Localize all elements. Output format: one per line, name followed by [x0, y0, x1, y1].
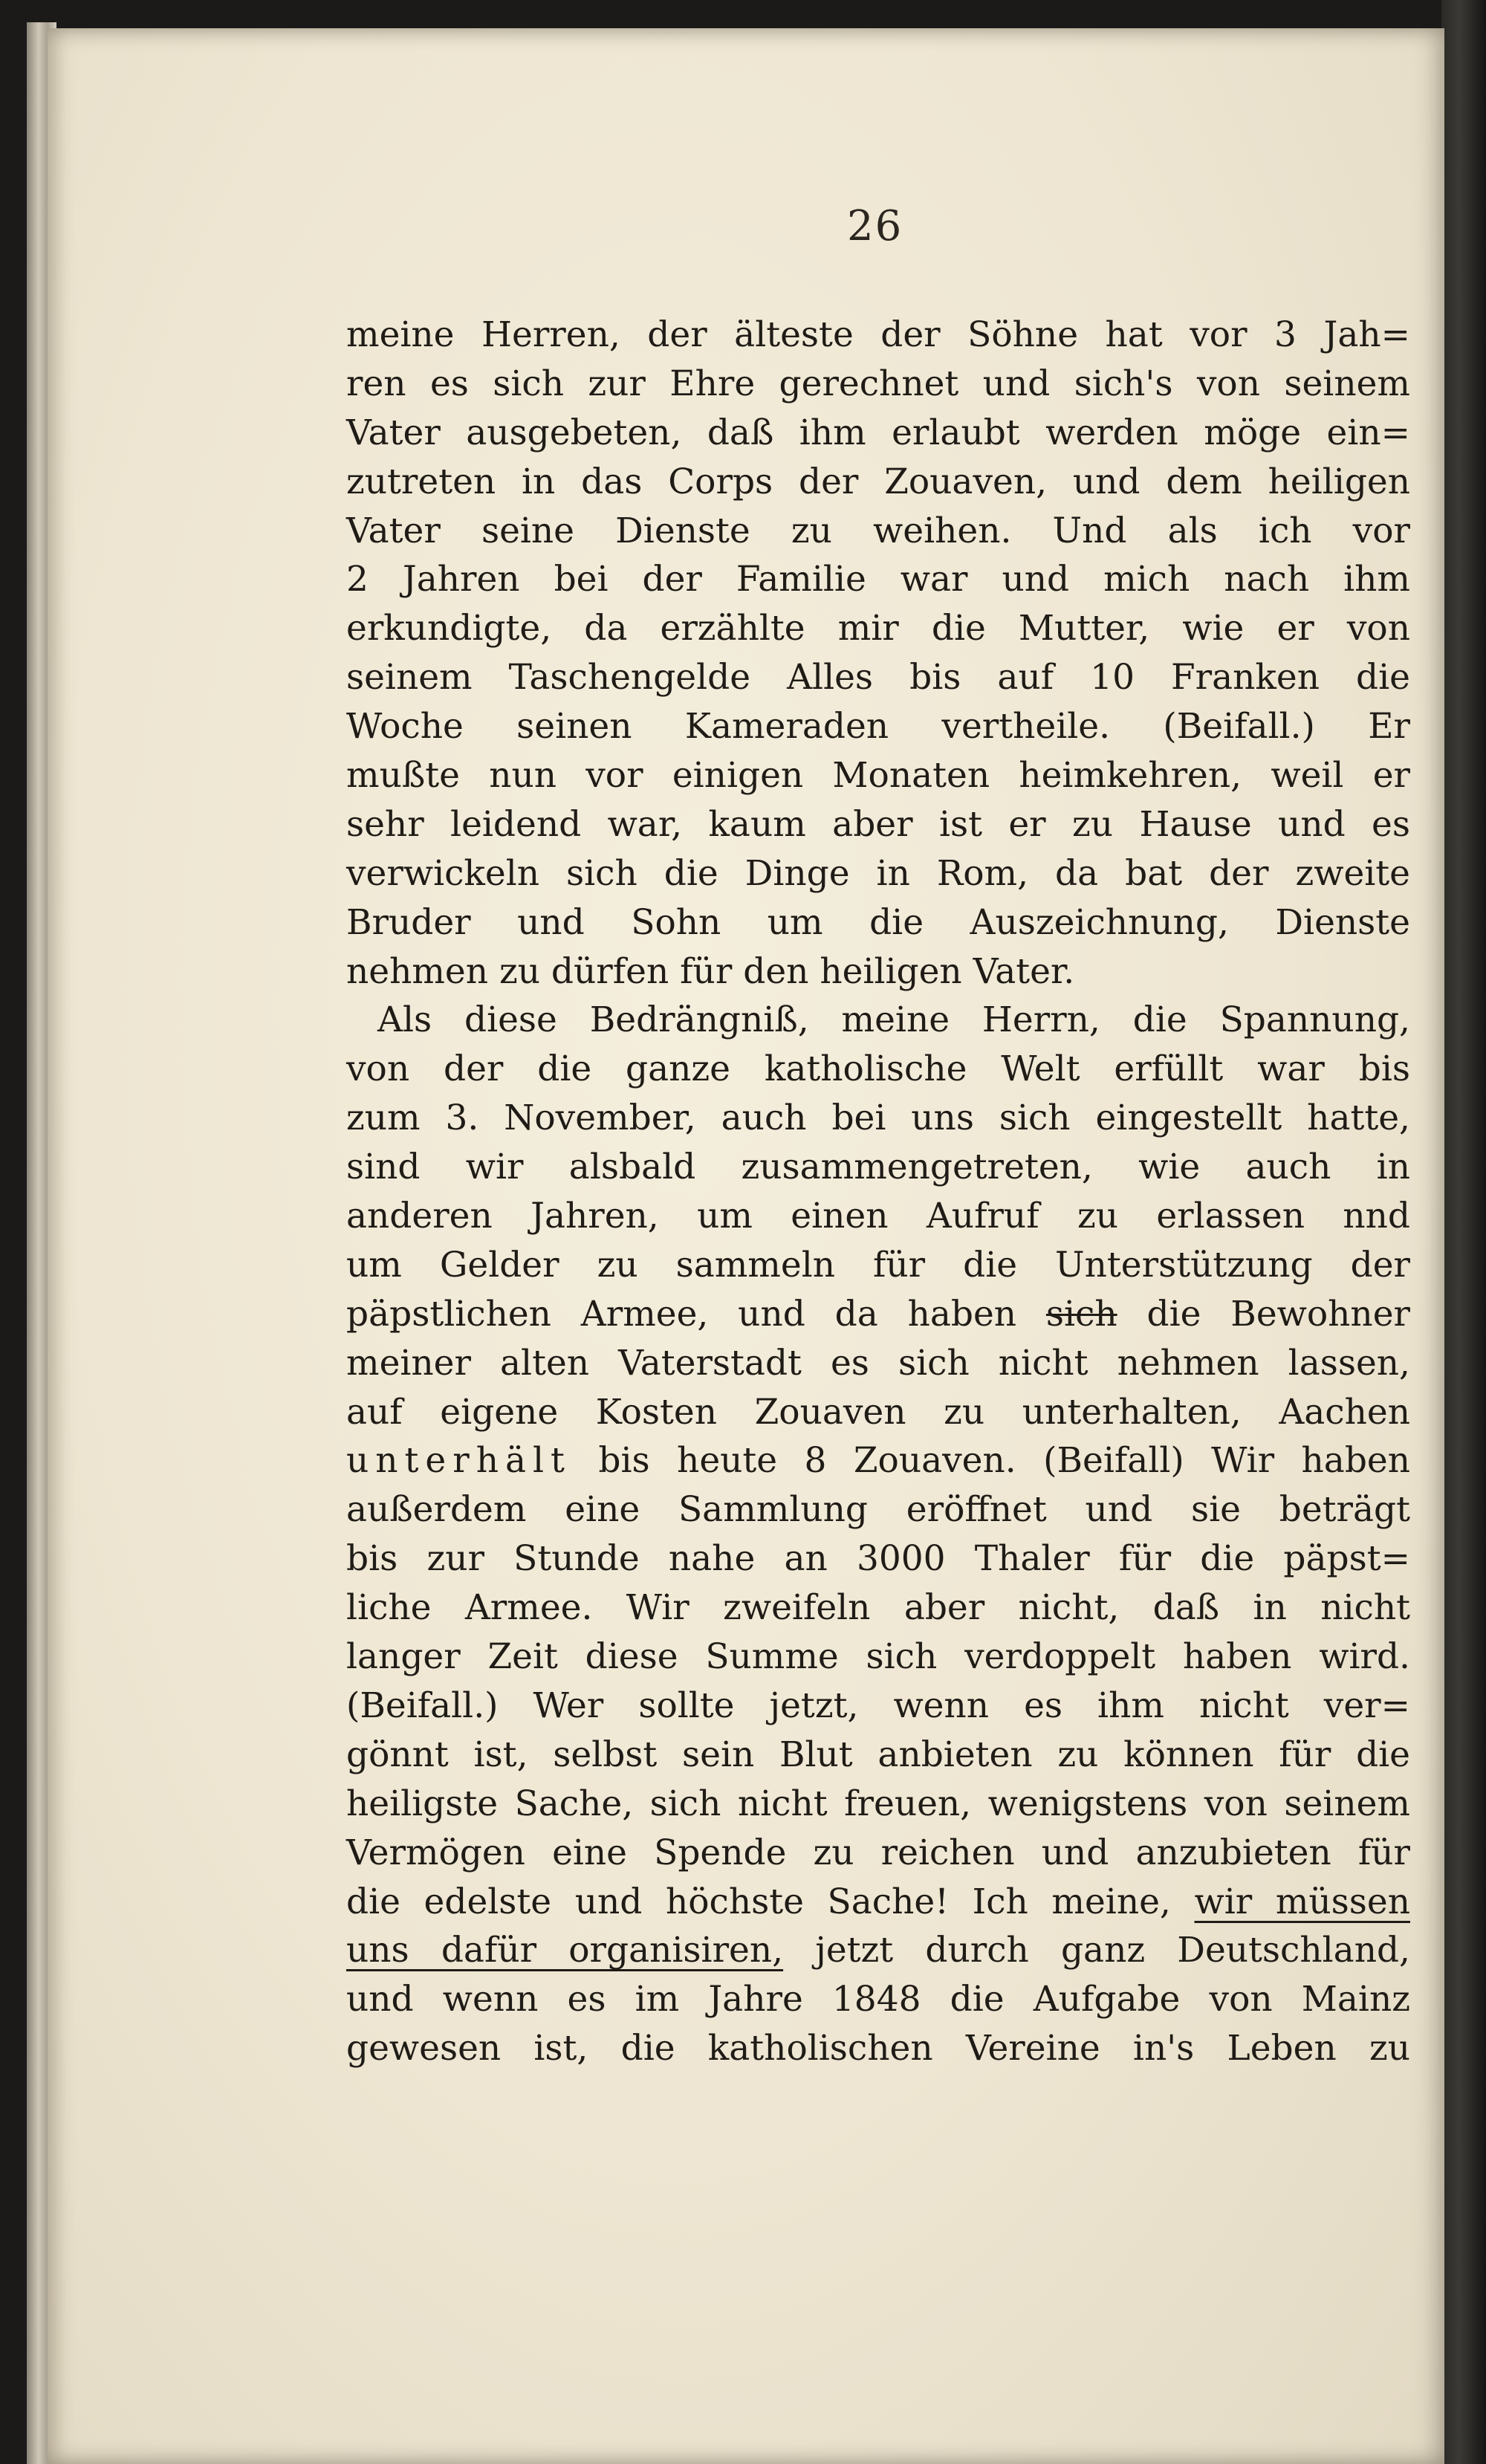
- text-line: zutreten in das Corps der Zouaven, und dem heiligen: [346, 461, 1410, 502]
- text-segment: päpstlichen Armee, und da haben: [346, 1293, 1017, 1335]
- text-line: erkundigte, da erzählte mir die Mutter, wie er von: [346, 608, 1410, 649]
- text-line: von der die ganze katholische Welt erfüllt war bis: [346, 1048, 1410, 1090]
- text-line: gewesen ist, die katholischen Vereine in's Leben zu: [346, 2028, 1410, 2069]
- text-line: Woche seinen Kameraden vertheile. (Beifall.) Er: [346, 706, 1410, 748]
- text-line: um Gelder zu sammeln für die Unterstützung der: [346, 1244, 1410, 1286]
- text-line: gönnt ist, selbst sein Blut anbieten zu können für die: [346, 1734, 1410, 1775]
- text-line: Vater seine Dienste zu weihen. Und als ich vor: [346, 510, 1410, 551]
- text-line: [346, 1290, 1410, 1339]
- text-line: Vermögen eine Spende zu reichen und anzubieten für: [346, 1832, 1410, 1873]
- text-segment: bis heute 8 Zouaven. (Beifall) Wir haben: [598, 1440, 1410, 1482]
- text-line: [346, 1878, 1410, 1927]
- underlined-phrase: uns dafür organisiren,: [346, 1930, 784, 1971]
- text-line: ren es sich zur Ehre gerechnet und sich's von seinem: [346, 363, 1410, 404]
- text-line: sehr leidend war, kaum aber ist er zu Hause und es: [346, 803, 1410, 845]
- struck-word: sich: [1045, 1293, 1117, 1335]
- text-segment: die Bewohner: [1146, 1293, 1410, 1335]
- text-line: anderen Jahren, um einen Aufruf zu erlassen nnd: [346, 1196, 1410, 1237]
- text-line: [346, 1436, 1410, 1485]
- text-line: sind wir alsbald zusammengetreten, wie auch in: [346, 1147, 1410, 1188]
- text-segment: die edelste und höchste Sache! Ich meine,: [346, 1881, 1171, 1922]
- text-line: zum 3. November, auch bei uns sich eingestellt hatte,: [346, 1098, 1410, 1139]
- underlined-phrase: wir müssen: [1194, 1881, 1410, 1922]
- page-number: 26: [847, 202, 903, 250]
- text-line: mußte nun vor einigen Monaten heimkehren, weil er: [346, 755, 1410, 797]
- text-line: meine Herren, der älteste der Söhne hat vor 3 Jah=: [346, 314, 1410, 355]
- text-line: außerdem eine Sammlung eröffnet und sie beträgt: [346, 1489, 1410, 1531]
- text-line: meiner alten Vaterstadt es sich nicht nehmen lassen,: [346, 1342, 1410, 1384]
- text-line: bis zur Stunde nahe an 3000 Thaler für die päpst=: [346, 1538, 1410, 1580]
- paragraph-start-line: Als diese Bedrängniß, meine Herrn, die Spannung,: [377, 999, 1410, 1041]
- text-line: nehmen zu dürfen für den heiligen Vater.: [346, 950, 1075, 992]
- text-line: auf eigene Kosten Zouaven zu unterhalten, Aachen: [346, 1391, 1410, 1433]
- text-segment: jetzt durch ganz Deutschland,: [815, 1930, 1410, 1971]
- body-text: [346, 311, 1410, 2073]
- text-line: seinem Taschengelde Alles bis auf 10 Franken die: [346, 657, 1410, 698]
- text-line: (Beifall.) Wer sollte jetzt, wenn es ihm nicht ver=: [346, 1685, 1410, 1726]
- text-line: Vater ausgebeten, daß ihm erlaubt werden möge ein=: [346, 412, 1410, 453]
- text-line: liche Armee. Wir zweifeln aber nicht, daß in nicht: [346, 1587, 1410, 1629]
- book-cover-edge: [1441, 0, 1486, 2464]
- text-line: und wenn es im Jahre 1848 die Aufgabe von Mainz: [346, 1979, 1410, 2020]
- text-line: 2 Jahren bei der Familie war und mich nach ihm: [346, 559, 1410, 600]
- emphasized-word: unterhält: [346, 1440, 571, 1482]
- text-line: verwickeln sich die Dinge in Rom, da bat der zweite: [346, 852, 1410, 894]
- text-line: langer Zeit diese Summe sich verdoppelt haben wird.: [346, 1636, 1410, 1678]
- text-line: heiligste Sache, sich nicht freuen, wenigstens von seinem: [346, 1783, 1410, 1824]
- text-line: Bruder und Sohn um die Auszeichnung, Dienste: [346, 901, 1410, 943]
- text-line: [346, 1926, 1410, 1975]
